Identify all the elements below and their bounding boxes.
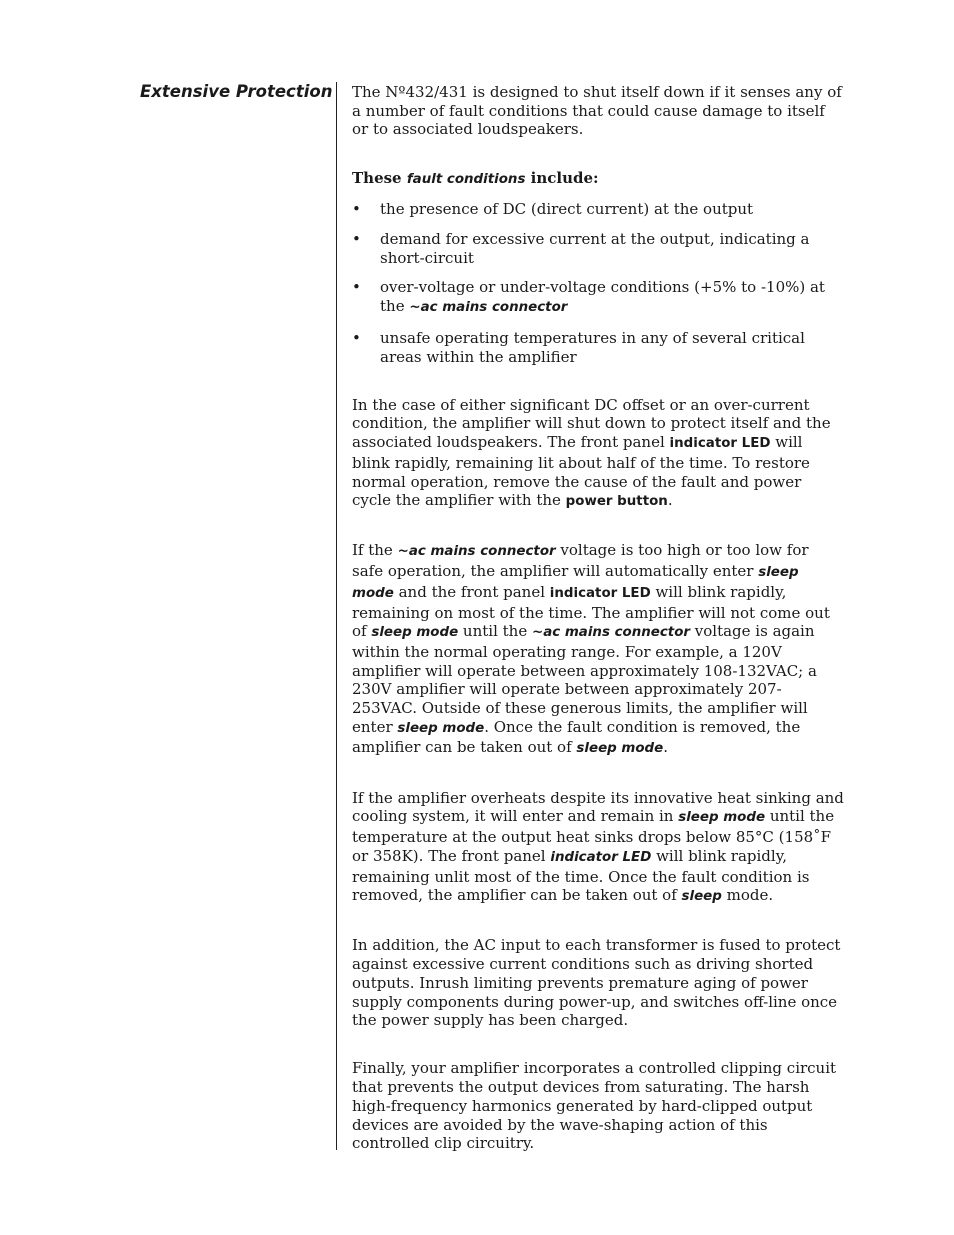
text-run: . [663,738,668,757]
text-run: will blink rapidly, remaining on most of the time. The amplifier will not come out of [352,582,830,641]
text-run: If the [352,541,398,560]
keyword-ac-mains-connector: ~ac mains connector [531,625,691,641]
list-item [352,329,844,366]
text-run: In the case of either significant DC offset or an over-current condition, the amplifier will shut down to protect itself and the associated loudspeakers. The front panel [352,395,831,452]
clipping-paragraph: Finally, your amplifier incorporates a controlled clipping circuit that prevents the output devices from saturating. The harsh high-frequency harmonics generated by hard-clipped output devices are avoided by the wave-shaping action of this controlled clip circuitry. [352,1059,837,1153]
list-item-text: demand for excessive current at the output, indicating a short-circuit [380,230,810,267]
intro-paragraph: The Nº432/431 is designed to shut itself down if it senses any of a number of fault conditions that could cause damage to itself or to associated loudspeakers. [352,83,842,139]
keyword-sleep-mode: sleep mode [371,625,459,641]
text-run: If the amplifier overheats despite its innovative heat sinking and cooling system, it will enter and remain in [352,788,844,826]
body-text [352,83,844,1182]
list-item [352,200,844,219]
keyword-ac-mains-connector: ~ac mains connector [397,544,556,560]
bullet: • [352,328,361,347]
mains-voltage-paragraph [352,541,844,759]
list-item-text: unsafe operating temperatures in any of several critical areas within the amplifier [380,328,805,366]
keyword-sleep-mode: sleep mode [576,741,664,757]
vertical-divider [336,82,337,1150]
fuse-paragraph: In addition, the AC input to each transformer is fused to protect against excessive current conditions such as driving shorted outputs. Inrush limiting prevents premature aging of power supply components during power-up, and switches off-line once the power supply has been charged. [352,936,841,1030]
text-run: will blink rapidly, remaining unlit most of the time. Once the fault condition is removed, the amplifier can be taken out of [352,846,810,905]
keyword-indicator-led: indicator LED [550,849,652,865]
bullet: • [352,278,361,297]
fault-list-lead-in [352,169,844,190]
lead-in-text: These [352,168,407,187]
keyword-fault-conditions: fault conditions [406,171,526,187]
keyword-sleep: sleep [681,889,722,905]
keyword-sleep-mode: sleep mode [352,565,799,601]
list-item [352,230,844,267]
lead-in-text: include: [525,168,599,187]
keyword-sleep-mode: sleep mode [397,720,485,736]
bullet: • [352,200,361,219]
text-run: until the temperature at the output heat sinks drops below 85°C (158˚F or 358K). The front panel [352,807,835,865]
text-run: will blink rapidly, remaining lit about half of the time. To restore normal operation, remove the cause of the fault and power cycle the amplifier with the [352,433,810,510]
overheat-paragraph [352,789,844,907]
keyword-sleep-mode: sleep mode [678,810,766,826]
text-run: and the front panel [393,582,550,601]
dc-offset-paragraph [352,396,844,512]
bullet: • [352,230,361,249]
text-run: . [667,491,673,510]
list-item [352,278,844,317]
text-run: until the [458,622,532,641]
text-run: mode. [721,886,774,905]
list-item-text: the presence of DC (direct current) at the output [380,200,754,219]
fault-list [352,200,844,366]
list-item-text: over-voltage or under-voltage conditions (+5% to -10%) at the [380,278,825,316]
keyword-indicator-led: indicator LED [669,436,771,452]
text-run: voltage is too high or too low for safe operation, the amplifier will automatically enter [352,541,809,581]
section-heading: Extensive Protection [140,82,333,101]
keyword-power-button: power button [565,494,668,510]
text-run: . Once the fault condition is removed, the amplifier can be taken out of [352,717,801,757]
keyword-indicator-led: indicator LED [549,585,651,601]
keyword-ac-mains-connector: ~ac mains connector [409,300,568,316]
text-run: voltage is again within the normal operating range. For example, a 120V amplifier will operate between approximately 108-132VAC; a 230V amplifier will operate between approximately 207-253VAC. Outside of these generous limits, the amplifier will enter [352,622,817,736]
